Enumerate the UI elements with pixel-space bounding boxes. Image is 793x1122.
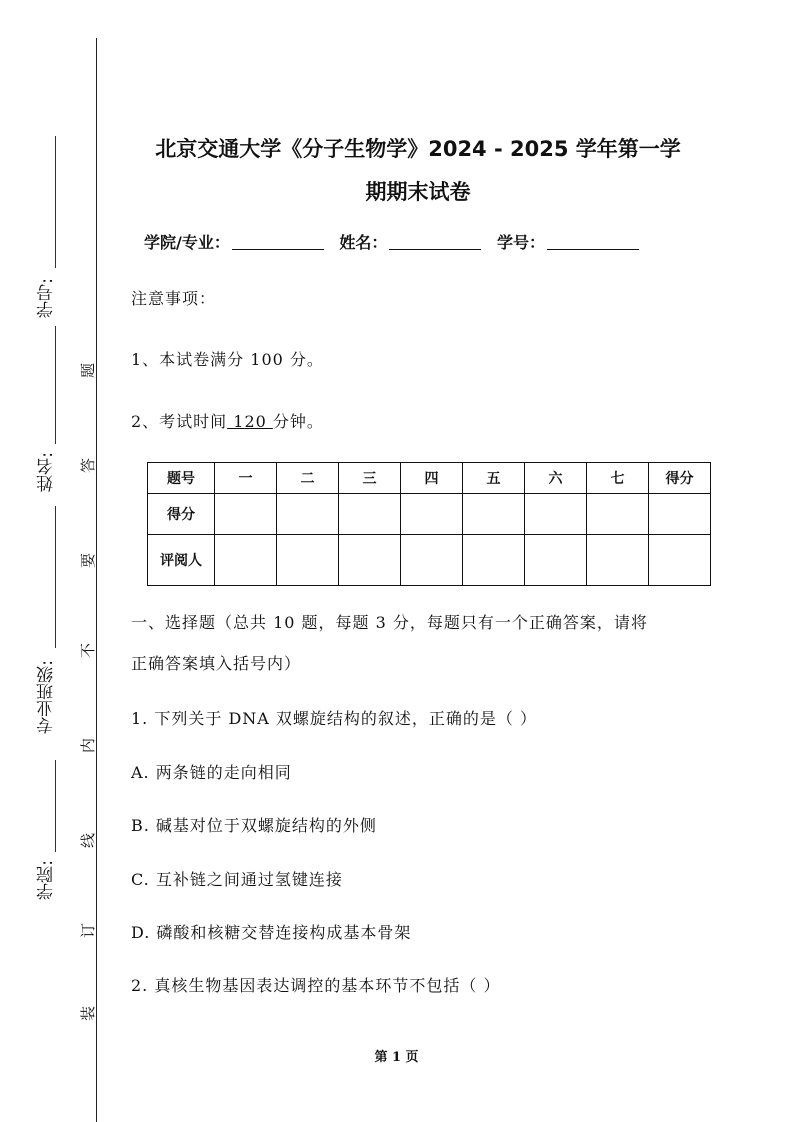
question-1-stem: 1. 下列关于 DNA 双螺旋结构的叙述，正确的是（ ） [131, 709, 537, 728]
reviewer-cell[interactable] [339, 535, 401, 586]
side-major-class-line [55, 506, 56, 648]
reviewer-cell[interactable] [587, 535, 649, 586]
section-1-title-line2: 正确答案填入括号内） [131, 654, 302, 673]
seal-char: 要 [79, 552, 98, 569]
score-cell[interactable] [587, 494, 649, 535]
seal-char: 不 [79, 642, 98, 659]
table-header-cell: 得分 [649, 463, 711, 494]
side-college-line [55, 760, 56, 852]
table-header-cell: 二 [277, 463, 339, 494]
page-number: 第 1 页 [374, 1050, 419, 1065]
notice-heading: 注意事项： [131, 289, 217, 308]
name-label: 姓名： [339, 233, 388, 252]
table-row-label: 得分 [148, 494, 215, 535]
table-header-cell: 三 [339, 463, 401, 494]
binding-line [96, 38, 97, 1122]
reviewer-cell[interactable] [649, 535, 711, 586]
notice-item-2 [131, 409, 324, 432]
table-header-cell: 题号 [148, 463, 215, 494]
exam-title-line1: 北京交通大学《分子生物学》2024 - 2025 学年第一学 [155, 137, 681, 161]
student-id-blank[interactable] [547, 235, 639, 250]
seal-char: 答 [79, 457, 98, 474]
question-1-option-d: D. 磷酸和核糖交替连接构成基本骨架 [131, 923, 412, 942]
score-cell[interactable] [401, 494, 463, 535]
side-college-label: 学院: [37, 860, 57, 900]
notice-item-1: 1、本试卷满分 100 分。 [131, 350, 324, 369]
table-header-cell: 七 [587, 463, 649, 494]
score-table-score-row [148, 494, 711, 535]
reviewer-cell[interactable] [277, 535, 339, 586]
table-header-cell: 四 [401, 463, 463, 494]
exam-title-line2: 期期末试卷 [365, 180, 471, 204]
score-cell[interactable] [339, 494, 401, 535]
student-info-row [0, 230, 793, 253]
seal-char: 题 [79, 362, 98, 379]
question-1-option-a: A. 两条链的走向相同 [131, 763, 292, 782]
table-row-label: 评阅人 [148, 535, 215, 586]
table-header-cell: 六 [525, 463, 587, 494]
seal-char: 内 [79, 737, 98, 754]
score-table [147, 462, 711, 586]
college-major-blank[interactable] [232, 235, 324, 250]
notice-item-2-suffix: 分钟。 [272, 412, 324, 431]
table-header-cell: 五 [463, 463, 525, 494]
side-student-id-label: 学号: [37, 278, 57, 318]
score-table-header-row [148, 463, 711, 494]
score-cell[interactable] [649, 494, 711, 535]
notice-item-2-prefix: 2、考试时间 [131, 412, 228, 431]
side-name-line [55, 326, 56, 444]
question-2-stem: 2. 真核生物基因表达调控的基本环节不包括（ ） [131, 976, 501, 995]
reviewer-cell[interactable] [215, 535, 277, 586]
student-id-label: 学号： [497, 233, 546, 252]
question-1-option-b: B. 碱基对位于双螺旋结构的外侧 [131, 816, 377, 835]
side-name-label: 姓名: [37, 452, 57, 492]
question-1-option-c: C. 互补链之间通过氢键连接 [131, 870, 343, 889]
reviewer-cell[interactable] [401, 535, 463, 586]
seal-char: 订 [79, 922, 98, 939]
name-blank[interactable] [389, 235, 481, 250]
table-header-cell: 一 [215, 463, 277, 494]
section-1-title-line1: 一、选择题（总共 10 题，每题 3 分，每题只有一个正确答案，请将 [131, 613, 648, 632]
score-cell[interactable] [463, 494, 525, 535]
exam-duration: 120 [227, 412, 273, 431]
reviewer-cell[interactable] [463, 535, 525, 586]
reviewer-cell[interactable] [525, 535, 587, 586]
score-cell[interactable] [525, 494, 587, 535]
score-table-reviewer-row [148, 535, 711, 586]
score-cell[interactable] [215, 494, 277, 535]
seal-char: 装 [79, 1005, 98, 1022]
seal-char: 线 [79, 832, 98, 849]
score-cell[interactable] [277, 494, 339, 535]
college-major-label: 学院/专业： [143, 233, 230, 252]
side-major-class-label: 专业班级: [37, 660, 57, 734]
